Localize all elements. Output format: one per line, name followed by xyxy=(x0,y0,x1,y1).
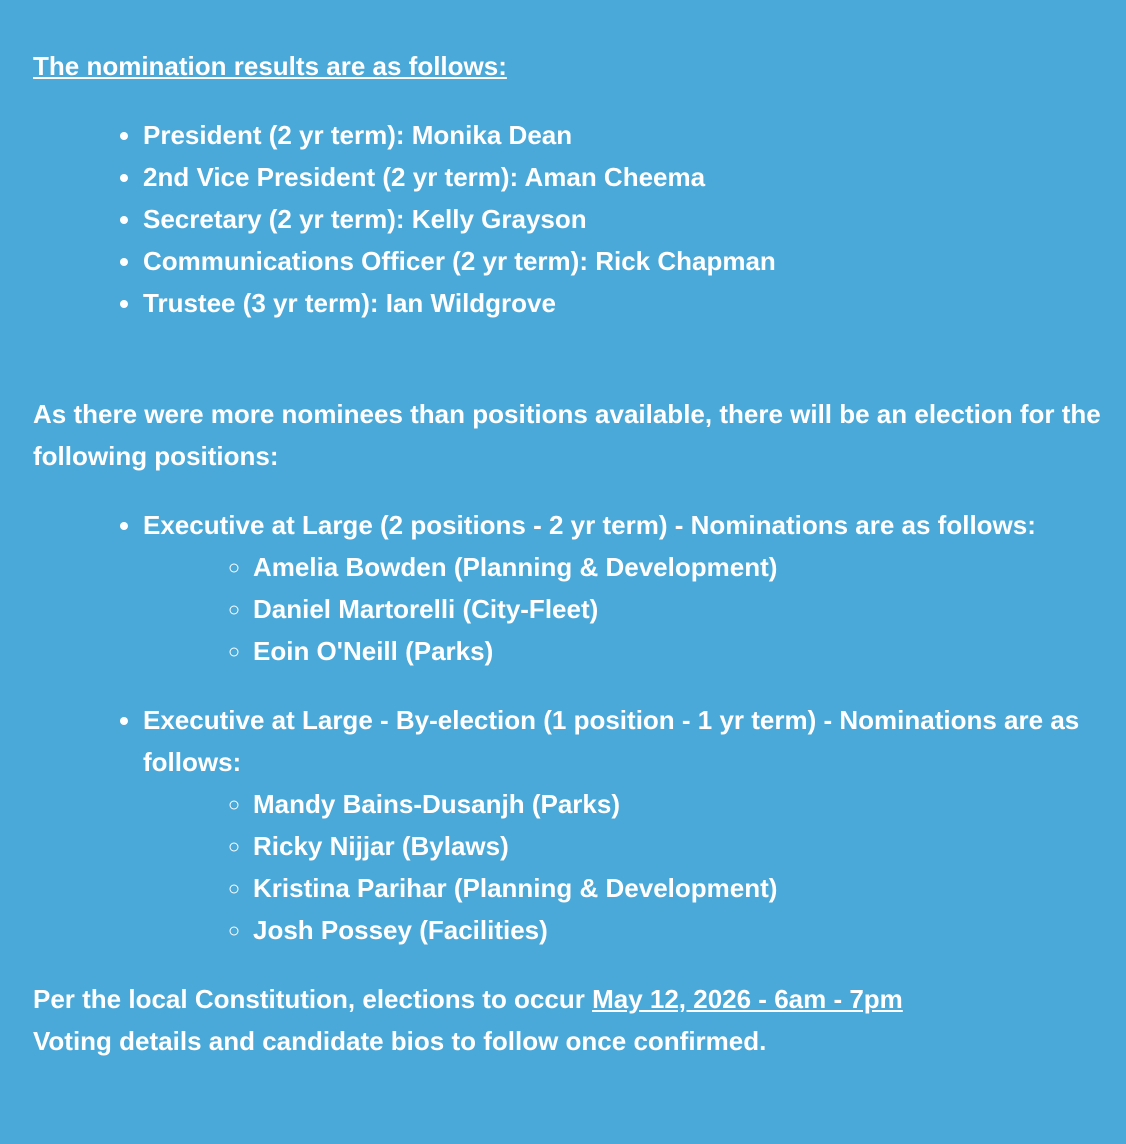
list-item: • Communications Officer (2 yr term): Rick Chapman xyxy=(143,240,1103,282)
election-date-line xyxy=(33,978,1103,1020)
election-title: Executive at Large - By-election (1 position - 1 yr term) - Nominations are as follows: xyxy=(143,705,1080,777)
election-date-prefix: Per the local Constitution, elections to occur xyxy=(33,984,593,1014)
list-item: • Trustee (3 yr term): Ian Wildgrove xyxy=(143,282,1103,324)
nominee-item: ◦ Ricky Nijjar (Bylaws) xyxy=(253,825,1103,867)
election-date: May 12, 2026 - 6am - 7pm xyxy=(592,984,903,1014)
nominee-item: ◦ Eoin O'Neill (Parks) xyxy=(253,630,1103,672)
nominee-item: ◦ Daniel Martorelli (City-Fleet) xyxy=(253,588,1103,630)
election-intro: As there were more nominees than positions available, there will be an election for the following positions: xyxy=(33,399,1101,471)
election-item-by-election xyxy=(143,699,1103,951)
acclaimed-positions-list xyxy=(33,114,1103,324)
nominee-item: ◦ Josh Possey (Facilities) xyxy=(253,909,1103,951)
election-title: Executive at Large (2 positions - 2 yr term) - Nominations are as follows: xyxy=(143,510,1036,540)
voting-details-note: Voting details and candidate bios to follow once confirmed. xyxy=(33,1026,767,1056)
nominee-list xyxy=(143,783,1103,951)
page-heading: The nomination results are as follows: xyxy=(33,51,507,81)
by-election-positions-list xyxy=(33,699,1103,951)
list-item: • Secretary (2 yr term): Kelly Grayson xyxy=(143,198,1103,240)
election-item-executive-at-large xyxy=(143,504,1103,672)
announcement xyxy=(33,45,1103,1062)
nominee-item: ◦ Mandy Bains-Dusanjh (Parks) xyxy=(253,783,1103,825)
list-item: • 2nd Vice President (2 yr term): Aman Cheema xyxy=(143,156,1103,198)
election-positions-list xyxy=(33,504,1103,672)
nominee-item: ◦ Amelia Bowden (Planning & Development) xyxy=(253,546,1103,588)
list-item: • President (2 yr term): Monika Dean xyxy=(143,114,1103,156)
nominee-list xyxy=(143,546,1103,672)
nominee-item: ◦ Kristina Parihar (Planning & Development) xyxy=(253,867,1103,909)
